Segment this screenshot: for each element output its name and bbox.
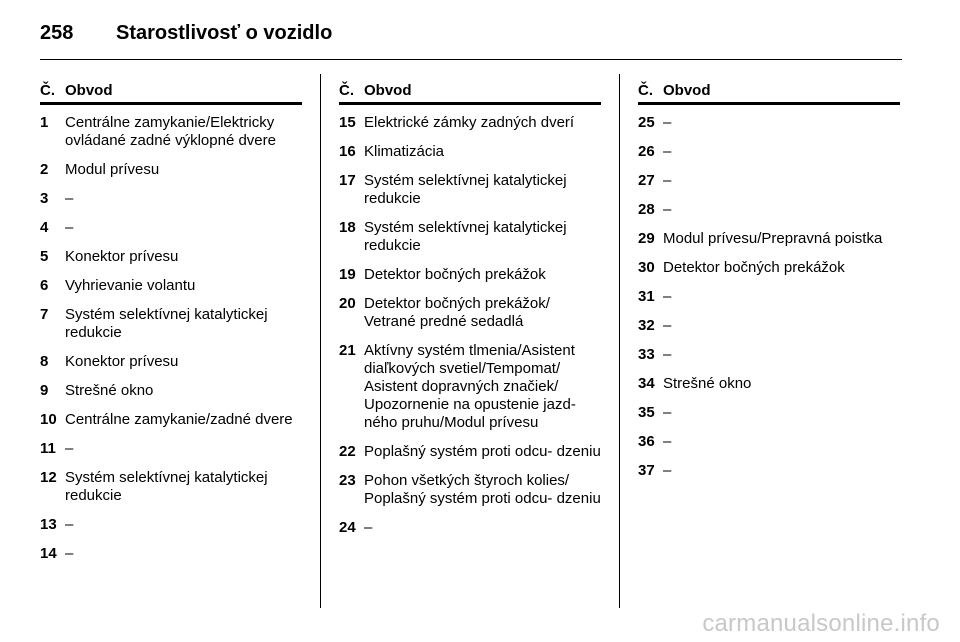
circuit-description: Konektor prívesu — [65, 248, 179, 265]
circuit-description: – — [663, 462, 672, 479]
fuse-number: 26 — [638, 143, 655, 160]
table-row — [638, 346, 900, 364]
fuse-number: 6 — [40, 277, 49, 294]
fuse-number: 30 — [638, 259, 655, 276]
circuit-description: Systém selektívnej katalytickej redukcie — [364, 219, 567, 254]
circuit-description: – — [663, 201, 672, 218]
table-row — [40, 353, 302, 371]
column-divider-1 — [320, 74, 321, 608]
table-row — [40, 469, 302, 505]
circuit-description: – — [663, 288, 672, 305]
table-rows — [638, 114, 900, 480]
fuse-number: 19 — [339, 266, 356, 283]
fuse-number: 18 — [339, 219, 356, 236]
circuit-description: Modul prívesu — [65, 161, 160, 178]
fuse-number: 3 — [40, 190, 49, 207]
fuse-number: 21 — [339, 342, 356, 359]
column-divider-2 — [619, 74, 620, 608]
circuit-description: Modul prívesu/Prepravná poistka — [663, 230, 883, 247]
circuit-description: Pohon všetkých štyroch kolies/ Poplašný systém proti odcu- dzeniu — [364, 472, 601, 507]
circuit-description: Centrálne zamykanie/zadné dvere — [65, 411, 293, 428]
fuse-number: 15 — [339, 114, 356, 131]
table-header — [40, 82, 302, 105]
table-row — [638, 462, 900, 480]
table-row — [339, 172, 601, 208]
table-row — [40, 190, 302, 208]
circuit-description: – — [364, 519, 373, 536]
circuit-description: Systém selektívnej katalytickej redukcie — [364, 172, 567, 207]
fuse-number: 14 — [40, 545, 57, 562]
table-row — [638, 375, 900, 393]
fuse-number: 16 — [339, 143, 356, 160]
fuse-number: 33 — [638, 346, 655, 363]
circuit-description: – — [663, 114, 672, 131]
fuse-table-column-3 — [638, 82, 900, 491]
fuse-number: 37 — [638, 462, 655, 479]
table-row — [40, 440, 302, 458]
circuit-description: – — [663, 433, 672, 450]
circuit-description: – — [65, 516, 74, 533]
circuit-description: – — [65, 545, 74, 562]
header-circuit-label: Obvod — [65, 82, 113, 99]
table-header — [638, 82, 900, 105]
table-row — [40, 114, 302, 150]
circuit-description: Detektor bočných prekážok — [663, 259, 845, 276]
circuit-description: Konektor prívesu — [65, 353, 179, 370]
fuse-number: 11 — [40, 440, 56, 457]
table-row — [339, 219, 601, 255]
table-row — [339, 472, 601, 508]
fuse-number: 29 — [638, 230, 655, 247]
circuit-description: Detektor bočných prekážok — [364, 266, 546, 283]
table-row — [40, 161, 302, 179]
circuit-description: Vyhrievanie volantu — [65, 277, 196, 294]
circuit-description: – — [65, 440, 74, 457]
circuit-description: – — [663, 143, 672, 160]
table-row — [339, 143, 601, 161]
table-row — [40, 382, 302, 400]
fuse-number: 23 — [339, 472, 356, 489]
page-number: 258 — [40, 21, 74, 44]
circuit-description: – — [65, 190, 74, 207]
circuit-description: Centrálne zamykanie/Elektricky ovládané zadné výklopné dvere — [65, 114, 276, 149]
table-row — [339, 342, 601, 432]
table-row — [339, 114, 601, 132]
table-row — [40, 277, 302, 295]
fuse-number: 27 — [638, 172, 655, 189]
circuit-description: – — [663, 404, 672, 421]
table-row — [638, 259, 900, 277]
fuse-number: 36 — [638, 433, 655, 450]
fuse-number: 32 — [638, 317, 655, 334]
table-row — [40, 411, 302, 429]
fuse-number: 2 — [40, 161, 49, 178]
table-row — [40, 516, 302, 534]
table-row — [339, 519, 601, 537]
fuse-number: 28 — [638, 201, 655, 218]
table-row — [40, 219, 302, 237]
fuse-number: 13 — [40, 516, 57, 533]
table-rows — [339, 114, 601, 537]
header-divider — [40, 59, 902, 60]
circuit-description: Strešné okno — [65, 382, 154, 399]
circuit-description: – — [663, 346, 672, 363]
fuse-number: 17 — [339, 172, 356, 189]
fuse-number: 7 — [40, 306, 49, 323]
table-row — [638, 201, 900, 219]
page-title: Starostlivosť o vozidlo — [116, 21, 333, 44]
fuse-number: 20 — [339, 295, 356, 312]
table-row — [638, 404, 900, 422]
fuse-number: 9 — [40, 382, 49, 399]
circuit-description: – — [663, 172, 672, 189]
fuse-number: 31 — [638, 288, 655, 305]
circuit-description: – — [65, 219, 74, 236]
table-row — [638, 230, 900, 248]
table-row — [40, 306, 302, 342]
table-row — [638, 288, 900, 306]
fuse-table-column-2 — [339, 82, 601, 548]
fuse-number: 5 — [40, 248, 49, 265]
fuse-table-column-1 — [40, 82, 302, 574]
fuse-number: 35 — [638, 404, 655, 421]
circuit-description: Systém selektívnej katalytickej redukcie — [65, 306, 268, 341]
table-row — [638, 433, 900, 451]
fuse-number: 34 — [638, 375, 655, 392]
circuit-description: Strešné okno — [663, 375, 752, 392]
table-row — [339, 295, 601, 331]
circuit-description: Systém selektívnej katalytickej redukcie — [65, 469, 268, 504]
table-row — [638, 114, 900, 132]
table-row — [40, 545, 302, 563]
circuit-description: Poplašný systém proti odcu- dzeniu — [364, 443, 601, 460]
fuse-number: 4 — [40, 219, 49, 236]
circuit-description: – — [663, 317, 672, 334]
fuse-number: 24 — [339, 519, 356, 536]
fuse-number: 10 — [40, 411, 57, 428]
header-circuit-label: Obvod — [364, 82, 412, 99]
header-number-label: Č. — [40, 82, 55, 99]
table-row — [638, 143, 900, 161]
table-row — [638, 317, 900, 335]
table-row — [339, 443, 601, 461]
circuit-description: Aktívny systém tlmenia/Asistent diaľkových svetiel/Tempomat/ Asistent dopravných značiek/ Upozornenie na opustenie jazd- ného pruhu/Modul prívesu — [364, 342, 576, 431]
page-header — [40, 14, 902, 52]
fuse-number: 22 — [339, 443, 356, 460]
fuse-number: 25 — [638, 114, 655, 131]
circuit-description: Klimatizácia — [364, 143, 445, 160]
table-rows — [40, 114, 302, 563]
fuse-number: 12 — [40, 469, 57, 486]
header-number-label: Č. — [339, 82, 354, 99]
table-row — [40, 248, 302, 266]
fuse-number: 1 — [40, 114, 49, 131]
table-row — [339, 266, 601, 284]
table-row — [638, 172, 900, 190]
watermark: carmanualsonline.info — [702, 610, 940, 637]
table-header — [339, 82, 601, 105]
header-number-label: Č. — [638, 82, 653, 99]
header-circuit-label: Obvod — [663, 82, 711, 99]
fuse-number: 8 — [40, 353, 49, 370]
circuit-description: Elektrické zámky zadných dverí — [364, 114, 575, 131]
circuit-description: Detektor bočných prekážok/ Vetrané predné sedadlá — [364, 295, 550, 330]
